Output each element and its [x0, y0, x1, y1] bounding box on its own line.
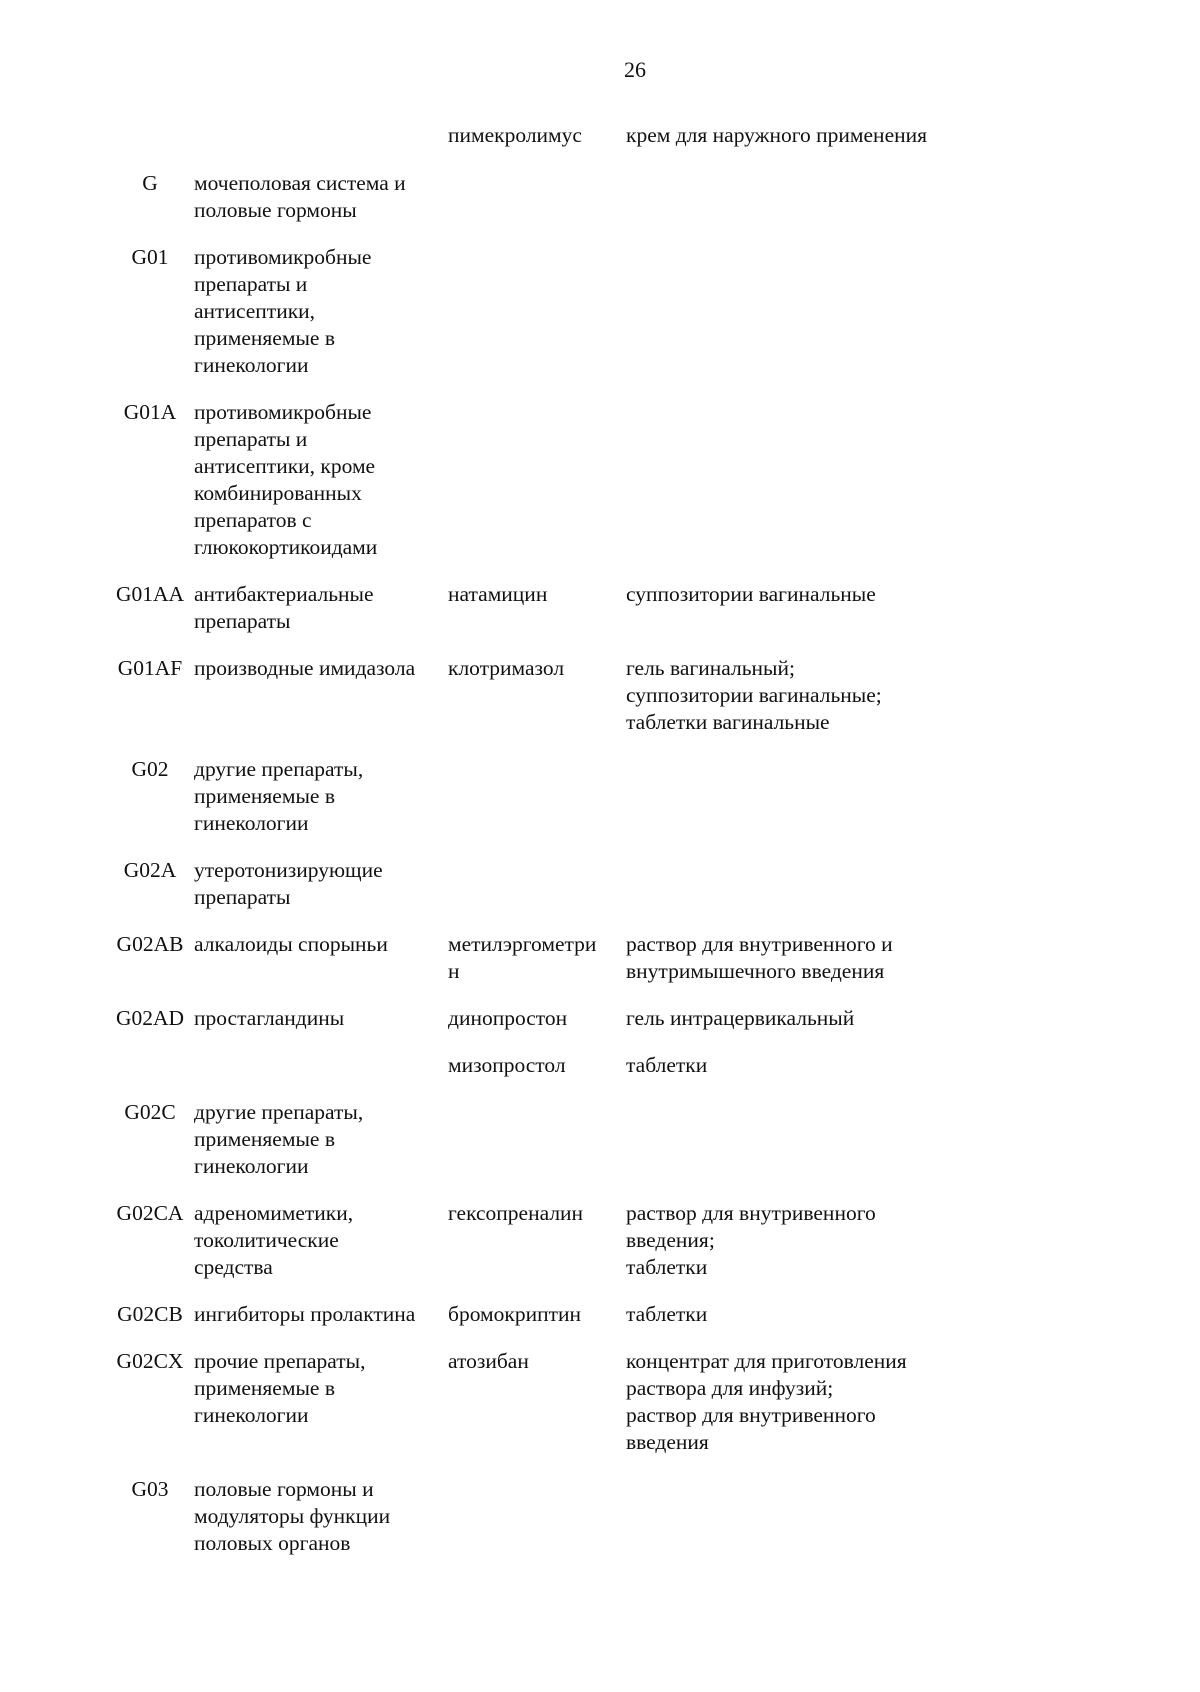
atc-code: G02CX [116, 1349, 184, 1373]
atc-group-name: производные имидазола [194, 656, 416, 680]
atc-group-name: мочеполовая система и половые гормоны [194, 171, 406, 222]
drug-name: динопростон [448, 1006, 568, 1030]
table-row [108, 1052, 956, 1099]
drug-name: пимекролимус [448, 123, 582, 147]
dosage-form: таблетки [626, 1302, 708, 1326]
dosage-form [626, 244, 956, 399]
dosage-form: раствор для внутривенного введения; таблетки [626, 1201, 876, 1279]
table-row [108, 1005, 956, 1052]
atc-group-name: противомикробные препараты и антисептики, кроме комбинированных препаратов с глюкокортикоидами [194, 400, 378, 559]
drug-name: клотримазол [448, 656, 565, 680]
table-row [108, 1301, 956, 1348]
atc-group-name: половые гормоны и модуляторы функции половых органов [194, 1477, 391, 1555]
atc-group-name: ингибиторы пролактина [194, 1302, 416, 1326]
drug-name [448, 244, 626, 399]
dosage-form: концентрат для приготовления раствора для инфузий; раствор для внутривенного введения [626, 1349, 907, 1454]
table-row [108, 399, 956, 581]
drug-name [448, 399, 626, 581]
dosage-form [626, 1476, 956, 1577]
drug-name: метилэргометри н [448, 932, 597, 983]
dosage-form [626, 1099, 956, 1200]
drug-name [448, 170, 626, 244]
table-row [108, 655, 956, 756]
atc-code: G02C [124, 1100, 176, 1124]
dosage-form [626, 170, 956, 244]
dosage-form: таблетки [626, 1053, 708, 1077]
atc-group-name: другие препараты, применяемые в гинекологии [194, 1100, 364, 1178]
atc-code [108, 1052, 192, 1099]
table-row [108, 1099, 956, 1200]
drug-name: гексопреналин [448, 1201, 584, 1225]
table-row [108, 756, 956, 857]
dosage-form: суппозитории вагинальные [626, 582, 876, 606]
atc-group-name: противомикробные препараты и антисептики, применяемые в гинекологии [194, 245, 372, 377]
atc-code: G02A [123, 858, 177, 882]
atc-code: G02AD [115, 1006, 185, 1030]
table-row [108, 122, 956, 170]
dosage-form: гель интрацервикальный [626, 1006, 855, 1030]
table-row [108, 931, 956, 1005]
drug-name: мизопростол [448, 1053, 566, 1077]
page-number: 26 [624, 57, 646, 82]
drug-name [448, 1099, 626, 1200]
drug-name [448, 756, 626, 857]
table-row [108, 581, 956, 655]
atc-code: G02AB [116, 932, 184, 956]
atc-code: G02CB [117, 1302, 183, 1326]
atc-group-name: адреномиметики, токолитические средства [194, 1201, 354, 1279]
dosage-form [626, 857, 956, 931]
atc-code [108, 122, 192, 170]
atc-group-name: простагландины [194, 1006, 345, 1030]
atc-group-name: алкалоиды спорыньи [194, 932, 388, 956]
atc-group-name [192, 1052, 448, 1099]
atc-code: G01AA [115, 582, 185, 606]
atc-code: G02CA [116, 1201, 184, 1225]
atc-group-name [192, 122, 448, 170]
drug-name [448, 1476, 626, 1577]
table-row [108, 170, 956, 244]
atc-code: G01A [123, 400, 177, 424]
table-row [108, 244, 956, 399]
dosage-form: крем для наружного применения [626, 123, 928, 147]
drug-name: натамицин [448, 582, 548, 606]
atc-group-name: прочие препараты, применяемые в гинекологии [194, 1349, 366, 1427]
drug-classification-table [108, 122, 956, 1577]
table-row [108, 1348, 956, 1476]
atc-code: G01 [131, 245, 169, 269]
table-row [108, 1476, 956, 1577]
atc-code: G [142, 171, 158, 195]
atc-group-name: утеротонизирующие препараты [194, 858, 383, 909]
dosage-form: гель вагинальный; суппозитории вагинальные; таблетки вагинальные [626, 656, 882, 734]
atc-group-name: другие препараты, применяемые в гинекологии [194, 757, 364, 835]
atc-group-name: антибактериальные препараты [194, 582, 374, 633]
atc-code: G01AF [117, 656, 183, 680]
table-row [108, 1200, 956, 1301]
drug-name [448, 857, 626, 931]
dosage-form [626, 399, 956, 581]
drug-name: атозибан [448, 1349, 529, 1373]
table-row [108, 857, 956, 931]
dosage-form: раствор для внутривенного и внутримышечного введения [626, 932, 893, 983]
atc-code: G02 [131, 757, 169, 781]
drug-name: бромокриптин [448, 1302, 581, 1326]
dosage-form [626, 756, 956, 857]
atc-code: G03 [131, 1477, 169, 1501]
